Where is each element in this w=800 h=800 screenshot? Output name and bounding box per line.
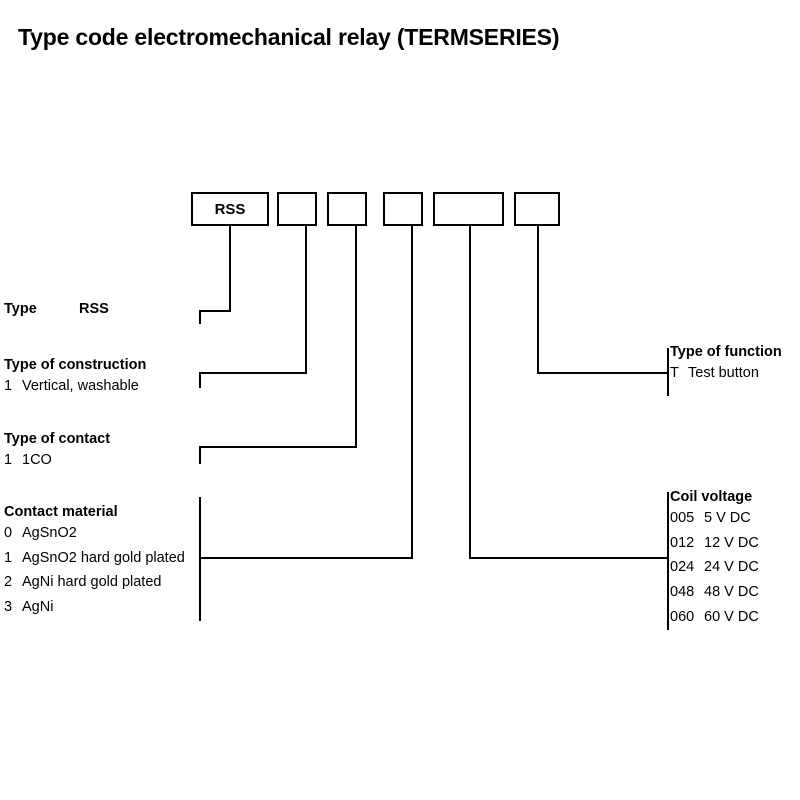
leader-material-vertical <box>411 226 413 559</box>
coil-voltage-block <box>670 488 759 629</box>
leader-contact-vertical <box>355 226 357 448</box>
leader-coil-stub <box>667 492 669 630</box>
item-code: 005 <box>670 510 695 527</box>
type-of-function-header: Type of function <box>670 344 782 360</box>
list-item <box>670 555 759 580</box>
list-item <box>670 580 759 605</box>
item-text: Test button <box>688 365 759 382</box>
code-box-label: RSS <box>214 200 246 218</box>
item-text: AgSnO2 hard gold plated <box>22 549 185 566</box>
item-code: 024 <box>670 559 695 576</box>
leader-coil-vertical <box>469 226 471 559</box>
item-code: 060 <box>670 608 695 625</box>
list-item <box>670 506 759 531</box>
leader-construction-horizontal <box>199 372 307 374</box>
leader-material-horizontal <box>199 557 413 559</box>
leader-contact-stub <box>199 446 201 464</box>
item-code: 1 <box>4 452 13 469</box>
list-item <box>4 374 146 399</box>
type-of-function-block <box>670 343 782 386</box>
item-text: 5 V DC <box>704 510 751 527</box>
item-text: 24 V DC <box>704 559 759 576</box>
item-code: T <box>670 365 679 382</box>
leader-function-horizontal <box>537 372 669 374</box>
item-code: 2 <box>4 574 13 591</box>
type-of-contact-block <box>4 430 110 473</box>
list-item <box>4 448 110 473</box>
leader-function-vertical <box>537 226 539 374</box>
type-of-contact-header: Type of contact <box>4 431 111 447</box>
list-item <box>4 521 185 546</box>
type-value: RSS <box>79 301 109 317</box>
contact-material-header: Contact material <box>4 504 118 520</box>
coil-voltage-header: Coil voltage <box>670 489 753 505</box>
list-item <box>670 531 759 556</box>
item-code: 0 <box>4 525 13 542</box>
type-of-construction-header: Type of construction <box>4 357 147 373</box>
code-box-function <box>514 192 560 226</box>
leader-type-stub <box>199 310 201 324</box>
code-box-material <box>383 192 423 226</box>
item-text: 48 V DC <box>704 584 759 601</box>
leader-function-stub <box>667 348 669 396</box>
contact-material-block <box>4 503 185 620</box>
type-of-construction-block <box>4 356 146 399</box>
leader-type-vertical <box>229 226 231 312</box>
leader-contact-horizontal <box>199 446 357 448</box>
item-text: AgNi <box>22 599 54 616</box>
leader-material-stub <box>199 497 201 621</box>
item-code: 012 <box>670 534 695 551</box>
type-label: Type <box>4 301 37 317</box>
list-item <box>4 546 185 571</box>
item-text: 12 V DC <box>704 534 759 551</box>
item-text: 1CO <box>22 452 52 469</box>
page-title: Type code electromechanical relay (TERMSERIES) <box>18 24 560 50</box>
list-item <box>670 361 782 386</box>
item-text: Vertical, washable <box>22 378 139 395</box>
item-code: 1 <box>4 549 13 566</box>
leader-construction-vertical <box>305 226 307 374</box>
list-item <box>4 595 185 620</box>
code-box-construction <box>277 192 317 226</box>
leader-construction-stub <box>199 372 201 388</box>
leader-type-horizontal <box>199 310 231 312</box>
item-code: 048 <box>670 584 695 601</box>
list-item <box>4 570 185 595</box>
leader-coil-horizontal <box>469 557 669 559</box>
item-code: 1 <box>4 378 13 395</box>
item-code: 3 <box>4 599 13 616</box>
item-text: AgNi hard gold plated <box>22 574 162 591</box>
code-box-contact <box>327 192 367 226</box>
list-item <box>670 605 759 630</box>
item-text: AgSnO2 <box>22 525 77 542</box>
code-box-type <box>191 192 269 226</box>
code-box-coil-voltage <box>433 192 504 226</box>
item-text: 60 V DC <box>704 608 759 625</box>
